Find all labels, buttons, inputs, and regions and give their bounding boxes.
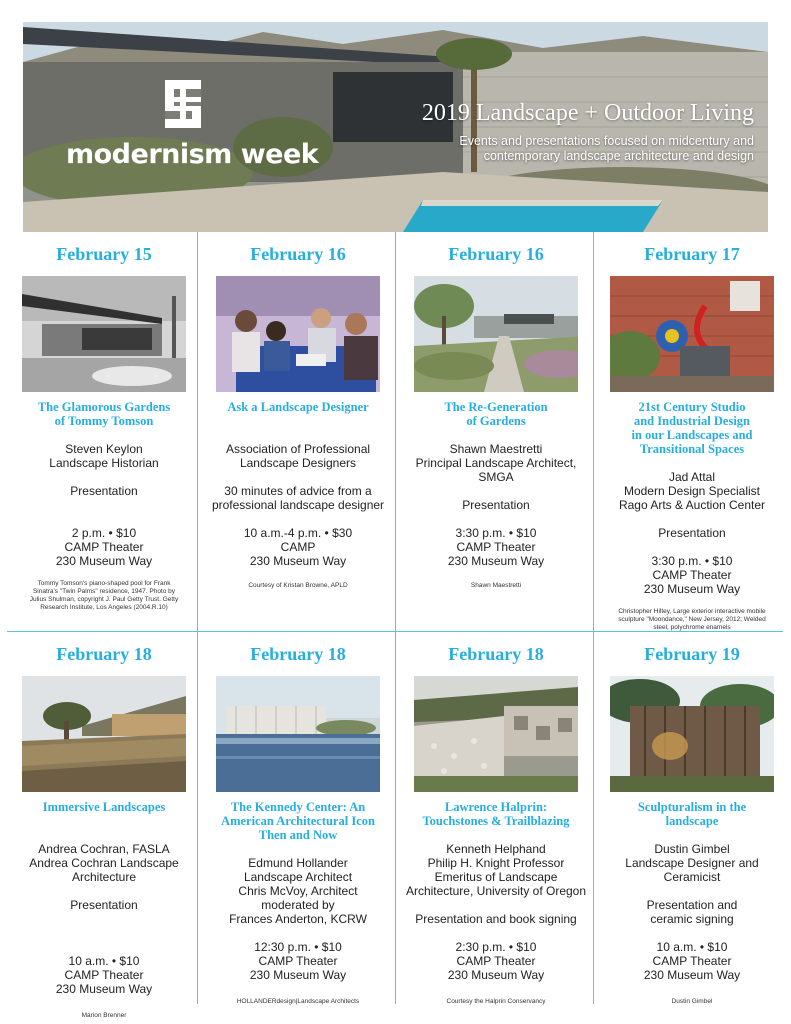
event-date: February 17 <box>644 244 740 264</box>
photo-credit: Shawn Maestretti <box>470 582 522 589</box>
event-date: February 18 <box>56 644 152 664</box>
photo-credit: Christopher Hiltey, Large exterior interactive mobile sculpture "Moondance," New Jersey, 2012; Welded steel, polychrome enamels <box>618 608 766 631</box>
column-divider <box>395 232 396 1004</box>
event-title: Sculpturalism in the landscape <box>637 800 747 828</box>
photo-credit: Courtesy of Kristan Browne, APLD <box>248 582 348 589</box>
event-photo <box>216 276 380 392</box>
event-logistics: 10 a.m.-4 p.m. • $30 CAMP 230 Museum Way <box>243 526 353 568</box>
event-card <box>595 232 789 632</box>
event-title: The Re-Generation of Gardens <box>444 400 548 428</box>
event-title: Immersive Landscapes <box>42 800 166 814</box>
event-photo <box>22 276 186 392</box>
event-speaker: Kenneth Helphand Philip H. Knight Professor Emeritus of Landscape Architecture, University of Oregon <box>405 842 587 898</box>
event-photo <box>414 676 578 792</box>
event-card <box>399 632 593 1006</box>
photo-credit: Dustin Gimbel <box>671 998 713 1005</box>
event-date: February 15 <box>56 244 152 264</box>
event-type: Presentation <box>658 526 726 540</box>
hero-photo <box>23 22 768 232</box>
event-speaker: Shawn Maestretti Principal Landscape Architect, SMGA <box>415 442 577 484</box>
event-card <box>595 632 789 1006</box>
event-title: 21st Century Studio and Industrial Design in our Landscapes and Transitional Spaces <box>631 400 753 456</box>
event-date: February 19 <box>644 644 740 664</box>
event-speaker: Dustin Gimbel Landscape Designer and Ceramicist <box>625 842 759 884</box>
event-date: February 18 <box>448 644 544 664</box>
event-logistics: 10 a.m. • $10 CAMP Theater 230 Museum Way <box>643 940 741 982</box>
column-divider <box>593 232 594 1004</box>
event-type: Presentation and book signing <box>415 912 577 926</box>
events-grid <box>7 232 783 1019</box>
event-speaker: Steven Keylon Landscape Historian <box>49 442 159 470</box>
photo-credit: HOLLANDERdesign|Landscape Architects <box>236 998 360 1005</box>
page-subtitle: Events and presentations focused on midcentury and contemporary landscape architecture and design <box>459 134 754 163</box>
event-speaker: Jad Attal Modern Design Specialist Rago Arts & Auction Center <box>618 470 766 512</box>
event-speaker: Edmund Hollander Landscape Architect Chris McVoy, Architect moderated by Frances Anderton, KCRW <box>229 856 367 926</box>
event-photo <box>414 276 578 392</box>
event-type: 30 minutes of advice from a professional landscape designer <box>211 484 385 512</box>
event-title: Ask a Landscape Designer <box>227 400 369 414</box>
event-logistics: 12:30 p.m. • $10 CAMP Theater 230 Museum Way <box>249 940 347 982</box>
event-card <box>7 232 201 612</box>
event-logistics: 2:30 p.m. • $10 CAMP Theater 230 Museum Way <box>447 940 545 982</box>
event-logistics: 2 p.m. • $10 CAMP Theater 230 Museum Way <box>55 526 153 568</box>
event-type: Presentation and ceramic signing <box>646 898 738 926</box>
event-type: Presentation <box>462 498 530 512</box>
event-speaker: Andrea Cochran, FASLA Andrea Cochran Landscape Architecture <box>29 842 179 884</box>
logo-text: modernism week <box>66 139 319 170</box>
event-date: February 18 <box>250 644 346 664</box>
event-photo <box>610 276 774 392</box>
event-speaker: Association of Professional Landscape Designers <box>225 442 371 470</box>
event-photo <box>22 676 186 792</box>
photo-credit: Marion Brenner <box>81 1012 127 1019</box>
event-photo <box>610 676 774 792</box>
photo-credit: Courtesy the Halprin Conservancy <box>446 998 546 1005</box>
page-title: 2019 Landscape + Outdoor Living <box>421 100 754 126</box>
event-logistics: 3:30 p.m. • $10 CAMP Theater 230 Museum Way <box>643 554 741 596</box>
event-type: Presentation <box>70 484 138 498</box>
photo-credit: Tommy Tomson's piano-shaped pool for Frank Sinatra's "Twin Palms" residence, 1947. Photo by Julius Shulman, copyright J. Paul Getty Trust. Getty Research Institute, Los Angeles (2004.R.10) <box>29 580 179 611</box>
hero-banner <box>23 22 768 232</box>
event-date: February 16 <box>250 244 346 264</box>
event-logistics: 10 a.m. • $10 CAMP Theater 230 Museum Way <box>55 954 153 996</box>
event-card <box>7 632 201 1020</box>
event-photo <box>216 676 380 792</box>
event-card <box>201 232 395 590</box>
event-title: The Kennedy Center: An American Architectural Icon Then and Now <box>221 800 375 842</box>
modernism-week-logo-icon <box>165 80 201 128</box>
event-title: The Glamorous Gardens of Tommy Tomson <box>37 400 171 428</box>
event-logistics: 3:30 p.m. • $10 CAMP Theater 230 Museum Way <box>447 526 545 568</box>
event-date: February 16 <box>448 244 544 264</box>
event-card <box>399 232 593 590</box>
event-title: Lawrence Halprin: Touchstones & Trailblazing <box>422 800 570 828</box>
event-type: Presentation <box>70 898 138 912</box>
event-card <box>201 632 395 1006</box>
